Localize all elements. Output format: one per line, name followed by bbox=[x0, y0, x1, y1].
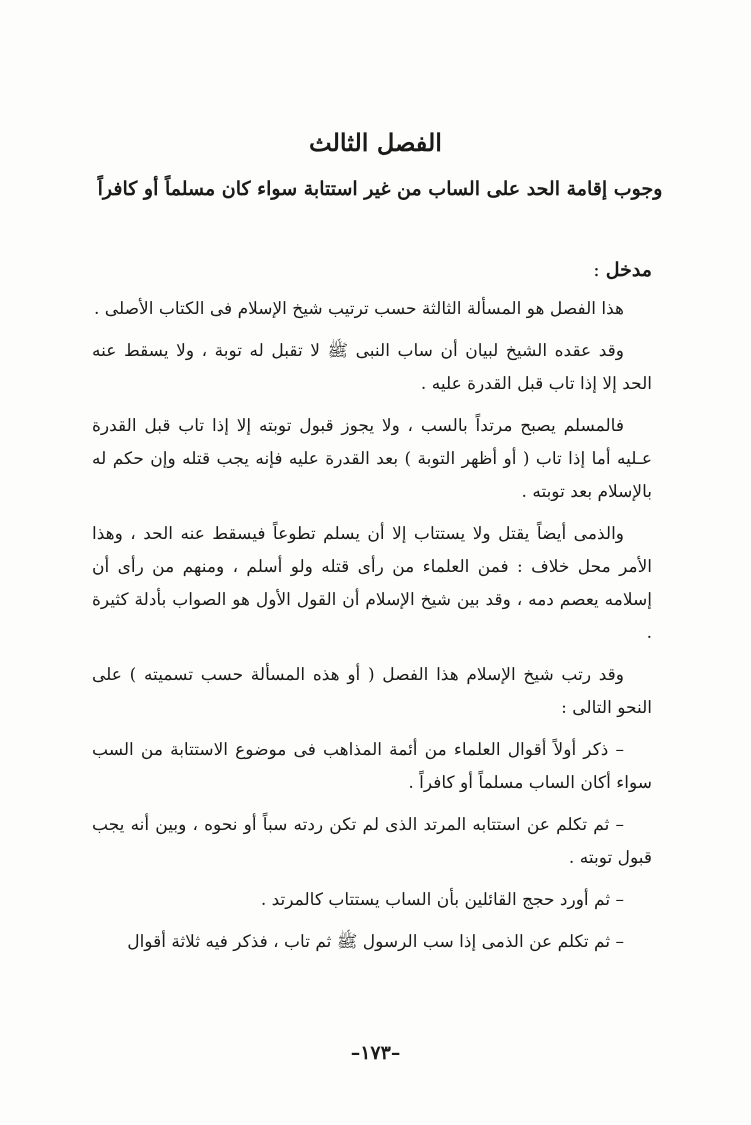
chapter-title: الفصل الثالث bbox=[309, 128, 442, 157]
list-item: – ذكر أولاً أقوال العلماء من أئمة المذاهب فى موضوع الاستتابة من السب سواء أكان الساب مسلماً أو كافراً . bbox=[92, 740, 652, 793]
section-heading-label: مدخل bbox=[605, 259, 652, 281]
body-text bbox=[92, 254, 652, 968]
list-item: – ثم تكلم عن استتابه المرتد الذى لم تكن ردته سباً أو نحوه ، وبين أنه يجب قبول توبته . bbox=[92, 815, 652, 868]
section-heading-colon: : bbox=[593, 259, 606, 281]
list-item: – ثم أورد حجج القائلين بأن الساب يستتاب كالمرتد . bbox=[260, 890, 624, 910]
paragraph: هذا الفصل هو المسألة الثالثة حسب ترتيب شيخ الإسلام فى الكتاب الأصلى . bbox=[94, 299, 624, 319]
paragraph: والذمى أيضاً يقتل ولا يستتاب إلا أن يسلم تطوعاً فيسقط عنه الحد ، وهذا الأمر محل خلاف : فمن العلماء من رأى قتله ولو أسلم ، ومنهم من رأى أن إسلامه يعصم دمه ، وقد بين شيخ الإسلام أن القول الأول هو الصواب بأدلة كثيرة . bbox=[92, 524, 652, 643]
list-item: – ثم تكلم عن الذمى إذا سب الرسول ﷺ ثم تاب ، فذكر فيه ثلاثة أقوال bbox=[127, 932, 624, 952]
section-heading-intro bbox=[92, 254, 652, 287]
paragraph: وقد رتب شيخ الإسلام هذا الفصل ( أو هذه المسألة حسب تسميته ) على النحو التالى : bbox=[92, 665, 652, 718]
page-number: –١٧٣– bbox=[350, 1042, 401, 1064]
paragraph: فالمسلم يصبح مرتداً بالسب ، ولا يجوز قبول توبته إلا إذا تاب قبل القدرة عـليه أما إذا تاب ( أو أظهر التوبة ) بعد القدرة عليه فإنه يجب قتله وإن حكم له بالإسلام بعد توبته . bbox=[92, 416, 652, 502]
paragraph: وقد عقده الشيخ لبيان أن ساب النبى ﷺ لا تقبل له توبة ، ولا يسقط عنه الحد إلا إذا تاب قبل القدرة عليه . bbox=[92, 341, 652, 394]
chapter-subtitle: وجوب إقامة الحد على الساب من غير استتابة سواء كان مسلماً أو كافراً bbox=[97, 178, 663, 200]
